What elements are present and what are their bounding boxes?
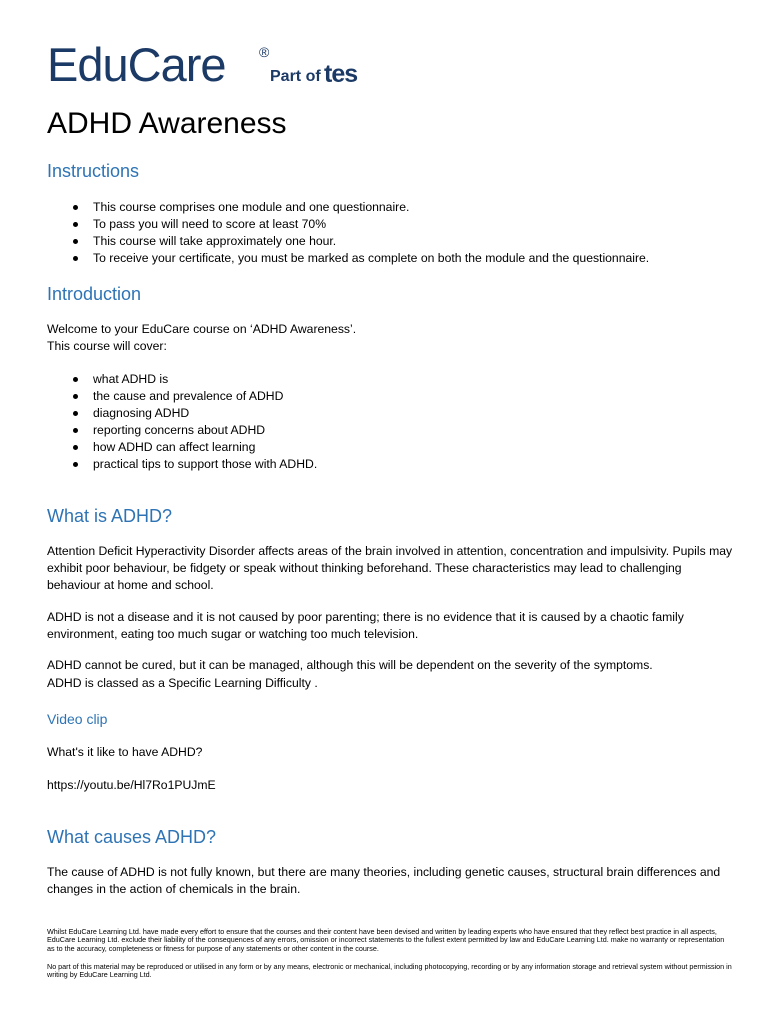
- intro-cover-text: This course will cover:: [47, 339, 167, 353]
- instructions-list: [47, 199, 649, 267]
- list-item: how ADHD can affect learning: [47, 439, 317, 456]
- video-clip-heading: Video clip: [47, 711, 108, 727]
- list-item: what ADHD is: [47, 371, 317, 388]
- list-item: To receive your certificate, you must be marked as complete on both the module and the questionnaire.: [47, 250, 649, 267]
- introduction-heading: Introduction: [47, 284, 142, 304]
- list-item: the cause and prevalence of ADHD: [47, 388, 317, 405]
- course-topics-list: [47, 371, 317, 472]
- logo-registered-mark: ®: [259, 44, 270, 60]
- list-item: This course comprises one module and one questionnaire.: [47, 199, 649, 216]
- intro-welcome-text: Welcome to your EduCare course on ‘ADHD Awareness’.: [47, 322, 357, 336]
- video-question-text: What's it like to have ADHD?: [47, 745, 203, 759]
- list-item: practical tips to support those with ADHD.: [47, 456, 317, 473]
- what-is-adhd-heading: What is ADHD?: [47, 506, 173, 526]
- document-title: ADHD Awareness: [47, 107, 287, 140]
- causes-para: The cause of ADHD is not fully known, but there are many theories, including genetic causes, structural brain differences and changes in the action of chemicals in the brain.: [47, 865, 721, 896]
- copyright-text: No part of this material may be reproduced or utilised in any form or by any means, electronic or mechanical, including photocopying, recording or by any information storage and retrieval system without permission in writing by EduCare Learning Ltd.: [47, 962, 732, 980]
- what-is-para-2: ADHD is not a disease and it is not caused by poor parenting; there is no evidence that it is caused by a chaotic family environment, eating too much sugar or watching too much television.: [47, 610, 684, 641]
- list-item: diagnosing ADHD: [47, 405, 317, 422]
- what-is-para-1: Attention Deficit Hyperactivity Disorder affects areas of the brain involved in attention, concentration and impulsivity. Pupils may exhibit poor behaviour, be fidgety or speak without thinking beforehand. These characteristics may lead to challenging behaviour at home and school.: [47, 544, 733, 592]
- video-link[interactable]: https://youtu.be/Hl7Ro1PUJmE: [47, 778, 216, 792]
- list-item: reporting concerns about ADHD: [47, 422, 317, 439]
- what-is-para-3b: ADHD is classed as a Specific Learning Difficulty .: [47, 676, 318, 690]
- educare-logo: [47, 38, 358, 91]
- logo-brand: EduCare: [47, 38, 226, 91]
- disclaimer-text: Whilst EduCare Learning Ltd. have made every effort to ensure that the courses and their content have been devised and written by leading experts who have ensured that they reflect best practice in all aspects, EduCare Learning Ltd. exclude their liability of the consequences of any errors, omission or incorrect statements to the fullest extent permitted by law and EduCare Learning Ltd. make no warranty or representation as to the accuracy, completeness or fitness for purpose of any statements or other content in the course.: [47, 927, 725, 953]
- logo-part-of: Part of: [270, 68, 321, 85]
- instructions-heading: Instructions: [47, 161, 140, 181]
- what-causes-heading: What causes ADHD?: [47, 827, 217, 847]
- list-item: This course will take approximately one hour.: [47, 233, 649, 250]
- list-item: To pass you will need to score at least 70%: [47, 216, 649, 233]
- what-is-para-3a: ADHD cannot be cured, but it can be managed, although this will be dependent on the severity of the symptoms.: [47, 658, 653, 672]
- logo-tes: tes: [324, 60, 358, 88]
